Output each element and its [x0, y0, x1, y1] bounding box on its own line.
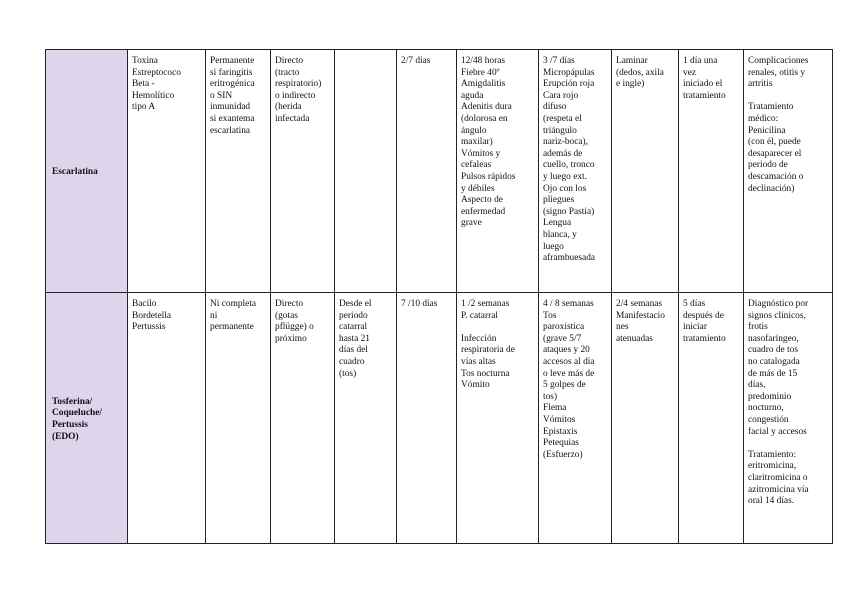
transmission-cell: Directo (tracto respiratorio) o indirecto (herida infectada: [271, 50, 335, 293]
contagion-period-cell: Desde el periodo catarral hasta 21 días del cuadro (tos): [335, 293, 397, 544]
table-row-escarlatina: [46, 50, 833, 293]
disease-table: [45, 49, 833, 544]
prodromal-cell: 12/48 horas Fiebre 40º Amigdalitis aguda Adenitis dura (dolorosa en ángulo maxilar) Vómitos y cefaleas Pulsos rápidos y débiles Aspecto de enfermedad grave: [457, 50, 539, 293]
isolation-cell: 1 día una vez iniciado el tratamiento: [679, 50, 744, 293]
incubation-cell: 7 /10 días: [397, 293, 457, 544]
prodromal-cell: 1 /2 semanas P. catarral Infección respiratoria de vías altas Tos nocturna Vómito: [457, 293, 539, 544]
notes-cell: Complicaciones renales, otitis y artritis Tratamiento médico: Penicilina (con él, puede desaparecer el periodo de descamación o declinación): [744, 50, 833, 293]
notes-cell: Diagnóstico por signos clínicos, frotis nasofaríngeo, cuadro de tos no catalogada de más de 15 días, predominio nocturno, congestión facial y accesos Tratamiento: eritromicina, claritromicina o azitromicina vía oral 14 días.: [744, 293, 833, 544]
desquamation-cell: 2/4 semanas Manifestacio nes atenuadas: [612, 293, 679, 544]
immunity-cell: Ni completa ni permanente: [206, 293, 271, 544]
eruptive-cell: 4 / 8 semanas Tos paroxística (grave 5/7 ataques y 20 accesos al día o leve más de 5 golpes de tos) Flema Vómitos Epistaxis Petequias (Esfuerzo): [539, 293, 612, 544]
contagion-period-cell: [335, 50, 397, 293]
desquamation-cell: Laminar (dedos, axila e ingle): [612, 50, 679, 293]
disease-name-cell: Tosferina/ Coqueluche/ Pertussis (EDO): [46, 293, 128, 544]
agent-cell: Toxina Estreptococo Beta - Hemolítico tipo A: [128, 50, 206, 293]
agent-cell: Bacilo Bordetella Pertussis: [128, 293, 206, 544]
immunity-cell: Permanente si faringitis eritrogénica o SIN inmunidad si exantema escarlatina: [206, 50, 271, 293]
disease-name-cell: Escarlatina: [46, 50, 128, 293]
incubation-cell: 2/7 días: [397, 50, 457, 293]
isolation-cell: 5 días después de iniciar tratamiento: [679, 293, 744, 544]
transmission-cell: Directo (gotas pflügge) o próximo: [271, 293, 335, 544]
eruptive-cell: 3 /7 días Micropápulas Erupción roja Cara rojo difuso (respeta el triángulo nariz-boca), además de cuello, tronco y luego ext. Ojo con los pliegues (signo Pastia) Lengua blanca, y luego aframbuesada: [539, 50, 612, 293]
table-row-tosferina: [46, 293, 833, 544]
